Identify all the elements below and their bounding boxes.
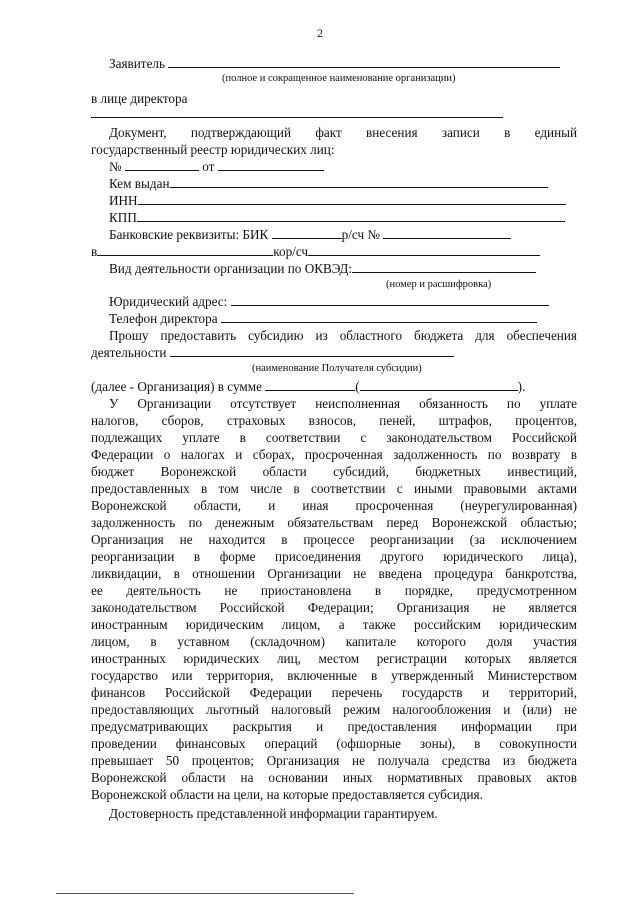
- request-line-2: [91, 344, 454, 361]
- body-line: Федерации о налогах и сборах, просроченная задолженность по возврату в: [91, 447, 577, 462]
- body-line: лицом, в уставном (складочном) капитале которого доля участия: [91, 634, 577, 649]
- address-row: [109, 293, 549, 310]
- okved-row: [109, 260, 536, 277]
- body-line: У Организации отсутствует неисполненная обязанность по уплате: [109, 396, 577, 411]
- body-line: бюджет Воронежской области субсидий, бюджетных инвестиций,: [91, 464, 577, 479]
- okved-caption: (номер и расшифровка): [386, 279, 492, 290]
- bank-name-row: [91, 243, 540, 260]
- phone-field[interactable]: [221, 310, 537, 323]
- account-label: р/сч №: [341, 227, 380, 242]
- date-field[interactable]: [218, 158, 324, 171]
- body-line: предоставленных в том числе в соответствии с иными правовыми актами: [91, 481, 577, 496]
- body-line: задолженность по денежным обязательствам перед Воронежской областью;: [91, 515, 577, 530]
- body-line: проведении финансовых операций (офшорные зоны), в совокупности: [91, 736, 577, 751]
- body-line: финансов Российской Федерации перечень государств и территорий,: [91, 685, 577, 700]
- kpp-field[interactable]: [137, 209, 565, 222]
- account-field[interactable]: [383, 226, 511, 239]
- sum-words-field[interactable]: [360, 378, 518, 391]
- body-line: налогов, сборов, страховых взносов, пеней, штрафов, процентов,: [91, 413, 577, 428]
- sum-field[interactable]: [265, 378, 355, 391]
- issued-field[interactable]: [170, 175, 548, 188]
- corr-label: кор/сч: [273, 244, 309, 259]
- applicant-field[interactable]: [168, 55, 560, 68]
- body-line: ликвидации, в отношении Организации не введена процедура банкротства,: [91, 566, 577, 581]
- kpp-row: [109, 209, 565, 226]
- number-label: №: [109, 159, 122, 174]
- bank-name-field[interactable]: [97, 243, 273, 256]
- sum-row: (далее - Организация) в сумме ( ).: [91, 379, 526, 394]
- bik-field[interactable]: [272, 226, 342, 239]
- body-line: предусматривающих раскрытия и предоставления информации при: [91, 719, 577, 734]
- issued-row: [109, 175, 548, 192]
- inn-label: ИНН: [109, 193, 138, 208]
- okved-field[interactable]: [352, 260, 536, 273]
- recipient-field[interactable]: [170, 344, 454, 357]
- guarantee-line: Достоверность представленной информации гарантируем.: [109, 806, 438, 821]
- number-field[interactable]: [125, 158, 199, 171]
- applicant-label: Заявитель: [109, 56, 166, 71]
- address-field[interactable]: [231, 293, 549, 306]
- phone-row: [109, 310, 537, 327]
- body-line: превышает 50 процентов; Организация не получала средства из бюджета: [91, 753, 577, 768]
- director-field[interactable]: [91, 105, 503, 118]
- issued-label: Кем выдан: [109, 176, 170, 191]
- doc-line-2: государственный реестр юридических лиц:: [91, 142, 335, 157]
- inn-row: [109, 192, 566, 209]
- footer-rule: [56, 893, 354, 894]
- okved-label: Вид деятельности организации по ОКВЭД:: [109, 261, 353, 276]
- activity-label: деятельности: [91, 345, 167, 360]
- bank-in-label: в: [91, 244, 98, 259]
- applicant-row: [109, 55, 560, 72]
- bank-row: [109, 226, 511, 243]
- body-line: законодательством Российской Федерации; Организация не является: [91, 600, 577, 615]
- body-line: реорганизации в форме присоединения другого юридического лица),: [91, 549, 577, 564]
- page-number: 2: [317, 26, 323, 40]
- inn-field[interactable]: [138, 192, 566, 205]
- number-row: [109, 158, 324, 175]
- body-line: подлежащих уплате в соответствии с законодательством Российской: [91, 430, 577, 445]
- body-line: предоставляющих льготный налоговый режим налогообложения и (или) не: [91, 702, 577, 717]
- body-last-line: Воронежской области на цели, на которые предоставляется субсидия.: [91, 787, 483, 802]
- body-line: Воронежской области, и иная просроченная (неурегулированная): [91, 498, 577, 513]
- kpp-label: КПП: [109, 210, 137, 225]
- body-line: Воронежской области на основании иных нормативных правовых актов: [91, 770, 577, 785]
- applicant-caption: (полное и сокращенное наименование организации): [222, 73, 456, 84]
- doc-line-1: Документ, подтверждающий факт внесения записи в единый: [109, 125, 578, 140]
- director-row: [91, 105, 503, 122]
- body-line: государство или территория, включенные в утвержденный Министерством: [91, 668, 577, 683]
- sum-label: (далее - Организация) в сумме: [91, 379, 262, 394]
- request-line-1: Прошу предоставить субсидию из областного бюджета для обеспечения: [109, 328, 577, 343]
- body-line: иностранных юридических лиц, местом регистрации которых является: [91, 651, 577, 666]
- bank-label: Банковские реквизиты: БИК: [109, 227, 269, 242]
- address-label: Юридический адрес:: [109, 294, 228, 309]
- phone-label: Телефон директора: [109, 311, 218, 326]
- corr-field[interactable]: [308, 243, 540, 256]
- body-line: иностранным юридическим лицом, а также российским юридическим: [91, 617, 577, 632]
- recipient-caption: (наименование Получателя субсидии): [252, 363, 422, 374]
- body-line: ее деятельность не приостановлена в порядке, предусмотренном: [91, 583, 577, 598]
- director-label: в лице директора: [91, 91, 188, 106]
- from-label: от: [202, 159, 215, 174]
- body-line: Организация не находится в процессе реорганизации (за исключением: [91, 532, 577, 547]
